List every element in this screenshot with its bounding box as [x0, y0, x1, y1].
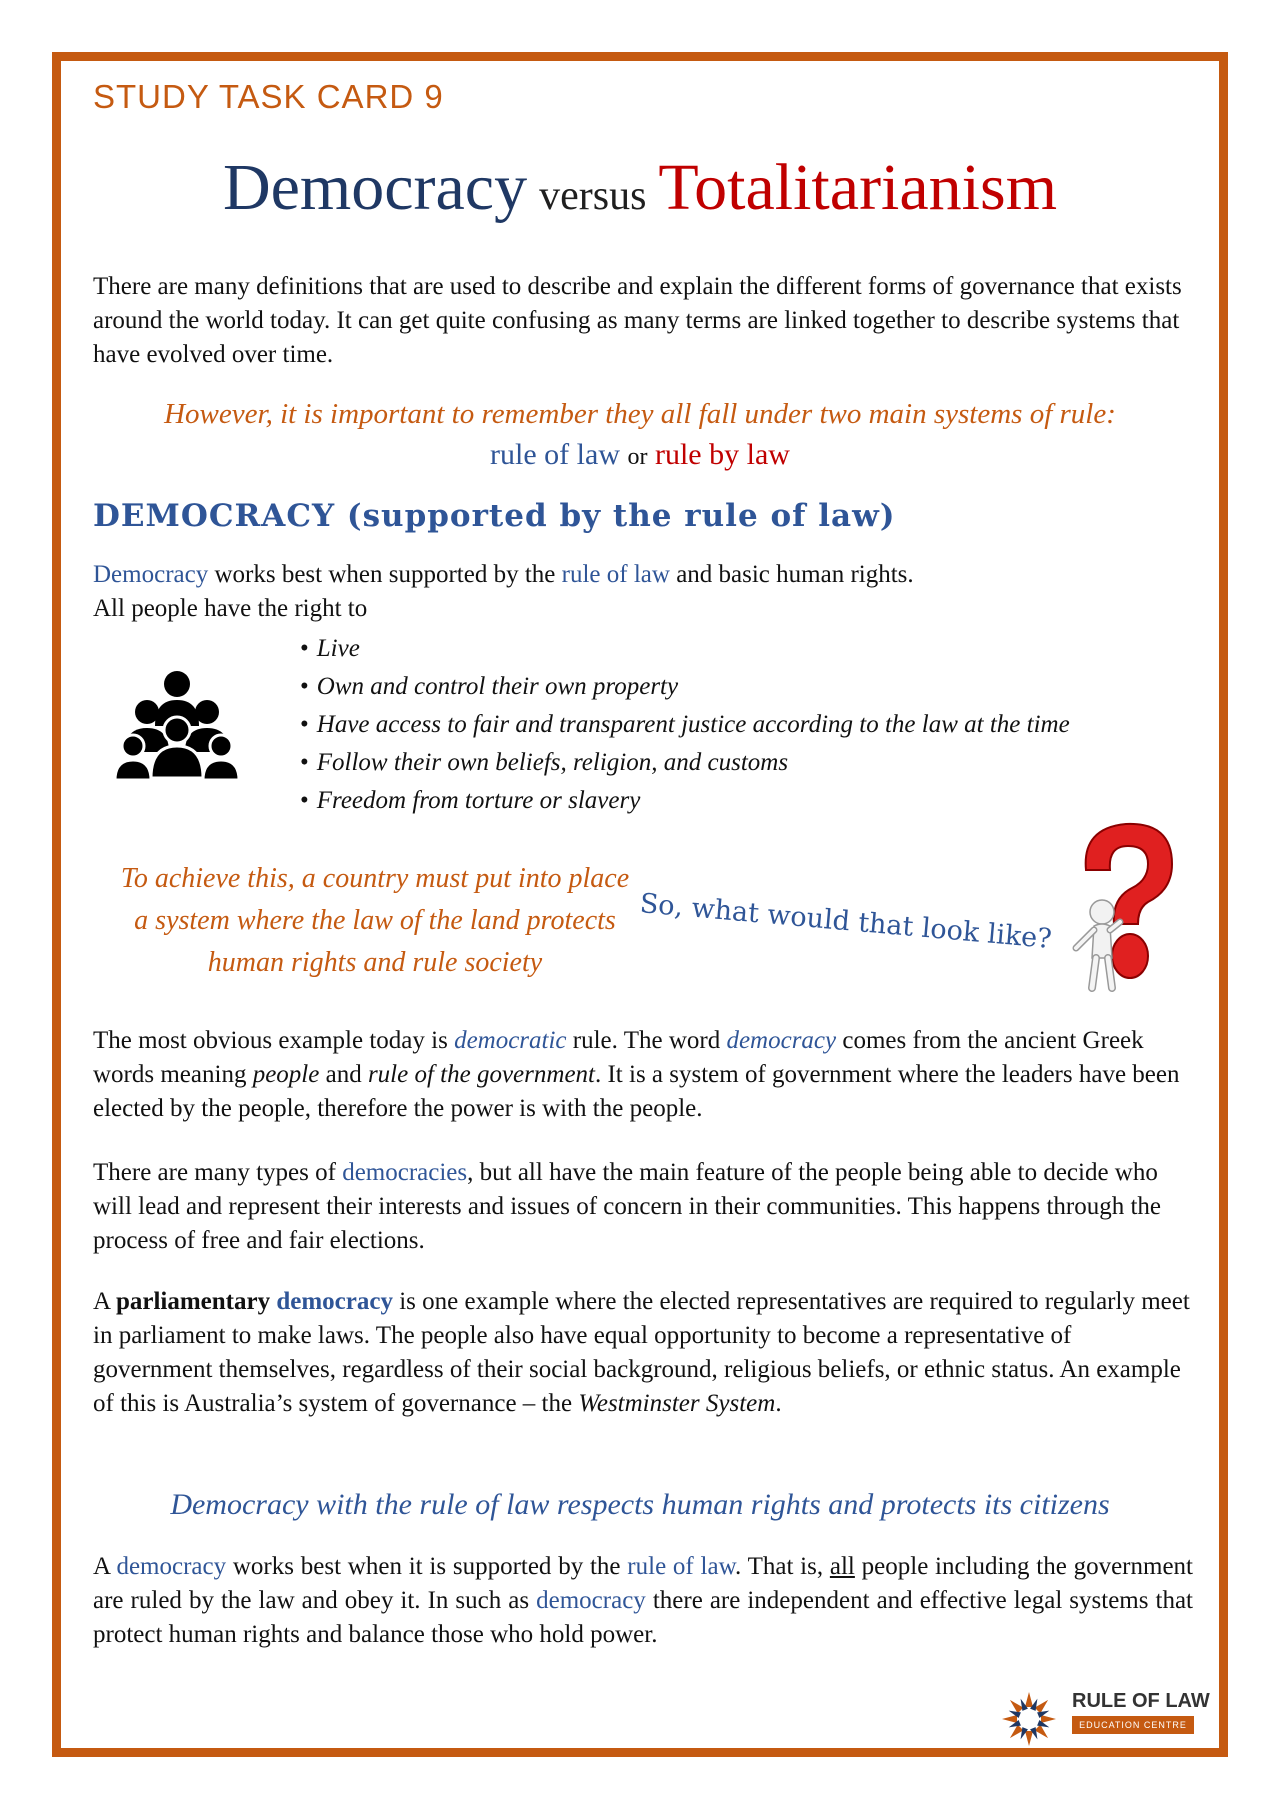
rule-gov-word: rule of the government: [367, 1061, 595, 1088]
or-text: or: [627, 444, 648, 470]
title-totalitarianism: Totalitarianism: [658, 151, 1058, 224]
logo-name: RULE OF LAW: [1072, 1690, 1210, 1712]
rule-line: [0, 438, 1280, 472]
democracies-word: democracies: [342, 1159, 468, 1186]
rights-lead: All people have the right to: [93, 595, 368, 622]
people-group-icon: [115, 668, 240, 780]
rule-of-law-text: rule of law: [490, 438, 620, 471]
democracy-word: Democracy: [93, 561, 209, 588]
rights-list: [300, 630, 1070, 820]
westminster-word: Westminster System: [578, 1390, 776, 1417]
rule-by-law-text: rule by law: [654, 438, 790, 471]
p4-text-c: . That is,: [735, 1553, 830, 1580]
democracy-heading: DEMOCRACY (supported by the rule of law): [93, 498, 896, 534]
rule-of-law-logo-icon: [1000, 1690, 1058, 1748]
p3-text-a: A: [93, 1288, 116, 1315]
list-item: • Live: [300, 630, 1070, 668]
democracy-intro-text2: and basic human rights.: [669, 561, 914, 588]
people-word: people: [252, 1061, 320, 1088]
parliamentary-word: parliamentary: [115, 1288, 271, 1315]
all-word: all: [829, 1553, 855, 1580]
title-democracy: Democracy: [222, 151, 528, 224]
democracy-word: democracy: [116, 1553, 227, 1580]
subheading: Democracy with the rule of law respects human rights and protects its citizens: [170, 1488, 1110, 1521]
intro-paragraph: There are many definitions that are used to describe and explain the different forms of governance that exists around the world today. It can get quite confusing as many terms are linked together to describe systems that have evolved over time.: [93, 273, 1182, 368]
achieve-callout: To achieve this, a country must put into place a system where the law of the land protects human rights and rule society: [120, 863, 630, 978]
p2-text-a: There are many types of: [93, 1159, 343, 1186]
so-what-callout: So, what would that look like?: [638, 888, 1053, 955]
p1-text-d: and: [319, 1061, 368, 1088]
paragraph-democratic: [93, 1024, 1193, 1126]
p4-text-b: works best when it is supported by the: [226, 1553, 628, 1580]
p3-text-b: is one example where the elected representatives are required to regularly meet in parliament to make laws. The people also have equal opportunity to become a representative of government themselves, regardless of their social background, religious beliefs, or ethnic status. An example of this is Australia’s system of governance – the: [93, 1288, 1190, 1417]
p4-text-d: people including the government are ruled by the law and obey it. In such as: [93, 1553, 1193, 1614]
p1-text-a: The most obvious example today is: [93, 1027, 455, 1054]
paragraph-rule-of-law: [93, 1550, 1193, 1652]
however-text: However, it is important to remember they all fall under two main systems of rule:: [164, 398, 1116, 430]
rule-of-law-word: rule of law: [627, 1553, 736, 1580]
title-versus: versus: [539, 173, 647, 219]
question-mark-figure-icon: [1068, 818, 1188, 993]
p4-text-a: A: [93, 1553, 117, 1580]
however-line: [0, 398, 1280, 431]
p1-text-e: . It is a system of government where the leaders have been elected by the people, therefore the power is with the people.: [93, 1061, 1180, 1122]
logo-subtitle: EDUCATION CENTRE: [1072, 1716, 1194, 1734]
list-item: • Own and control their own property: [300, 668, 1070, 706]
list-item: • Freedom from torture or slavery: [300, 782, 1070, 820]
p1-text-c: comes from the ancient Greek words meaning: [93, 1027, 1144, 1088]
p1-text-b: rule. The word: [566, 1027, 727, 1054]
list-item: • Have access to fair and transparent justice according to the law at the time: [300, 706, 1070, 744]
rule-of-law-word: rule of law: [561, 561, 670, 588]
democracy-intro: [93, 558, 1193, 626]
card-label: STUDY TASK CARD 9: [93, 78, 444, 115]
p2-text-b: , but all have the main feature of the people being able to decide who will lead and represent their interests and issues of concern in their communities. This happens through the process of free and fair elections.: [93, 1159, 1162, 1254]
p3-text-c: .: [775, 1390, 782, 1417]
paragraph-parliamentary: [93, 1285, 1193, 1421]
democracy-word: democracy: [536, 1587, 646, 1614]
democracy-intro-text1: works best when supported by the: [208, 561, 562, 588]
democracy-word: democracy: [276, 1288, 393, 1315]
page-title: [0, 150, 1280, 226]
paragraph-democracies: [93, 1156, 1193, 1258]
list-item: • Follow their own beliefs, religion, and customs: [300, 744, 1070, 782]
democracy-word: democracy: [726, 1027, 837, 1054]
democratic-word: democratic: [454, 1027, 567, 1054]
p4-text-e: there are independent and effective legal systems that protect human rights and balance those who hold power.: [93, 1587, 1193, 1648]
